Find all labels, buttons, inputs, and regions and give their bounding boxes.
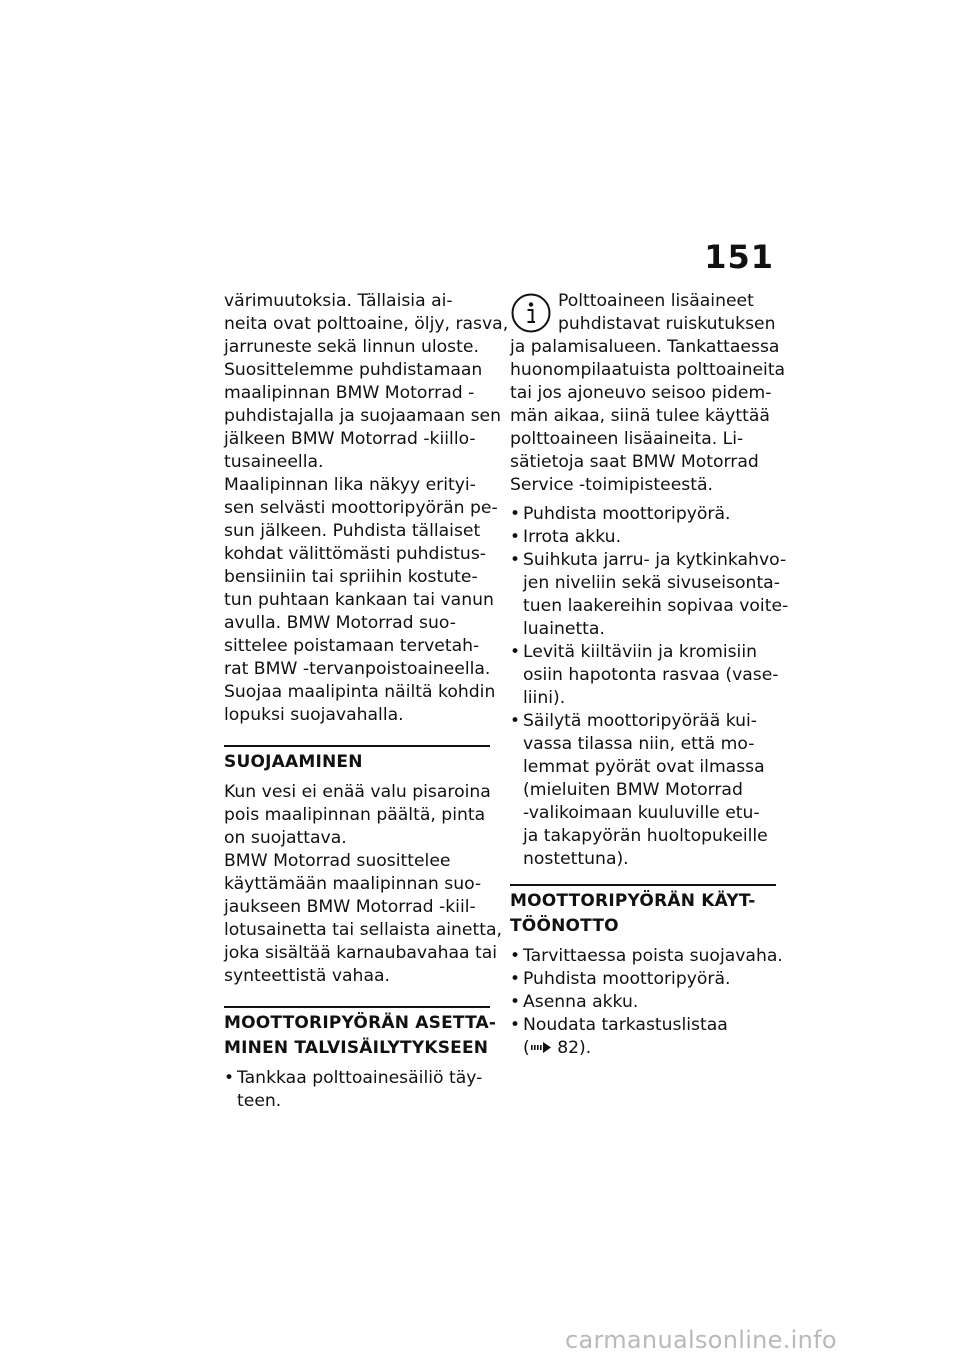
text-line: jarruneste sekä linnun uloste.	[224, 337, 479, 357]
text-line: huonompilaatuista polttoaineita	[510, 360, 786, 380]
info-note-first-lines	[558, 290, 776, 336]
list-item	[510, 710, 776, 871]
text-line: puhdistajalla ja suojaamaan sen	[224, 406, 502, 426]
list-item	[224, 1067, 490, 1113]
bullet-icon: •	[510, 527, 521, 547]
text-line: sittelee poistamaan tervetah-	[224, 636, 480, 656]
list-item-text: vassa tilassa niin, että mo-	[523, 734, 755, 754]
bullet-icon: •	[510, 642, 521, 662]
text-line: tusaineella.	[224, 452, 324, 472]
storage-list	[510, 503, 789, 871]
right-column	[510, 290, 789, 1060]
commissioning-section	[510, 884, 776, 939]
text-line: Service -toimipisteestä.	[510, 475, 713, 495]
text-line: ja palamisalueen. Tankattaessa	[510, 337, 780, 357]
text-line: lotusainetta tai sellaista ainetta,	[224, 920, 502, 940]
page-number: 151	[704, 238, 774, 276]
list-item-text: tuen laakereihin sopivaa voite-	[523, 596, 789, 616]
list-item-text: Tarvittaessa poista suojavaha.	[523, 946, 783, 966]
list-item	[510, 945, 783, 968]
text-line: puhdistavat ruiskutuksen	[558, 314, 776, 334]
bullet-icon: •	[510, 992, 521, 1012]
heading-line: MOOTTORIPYÖRÄN KÄYT-	[510, 891, 756, 911]
protection-section	[224, 745, 490, 775]
text-line: polttoaineen lisäaineita. Li-	[510, 429, 744, 449]
list-item-text: Tankkaa polttoainesäiliö täy-	[237, 1068, 483, 1088]
protection-heading: SUOJAAMINEN	[224, 752, 363, 772]
list-item-text: Levitä kiiltäviin ja kromisiin	[523, 642, 758, 662]
list-item-text: Puhdista moottoripyörä.	[523, 969, 731, 989]
reference-page: 82).	[557, 1038, 592, 1058]
text-line: jälkeen BMW Motorrad -kiillo-	[224, 429, 476, 449]
text-line: Polttoaineen lisäaineet	[558, 291, 754, 311]
info-icon	[510, 292, 552, 334]
commissioning-heading	[510, 889, 776, 939]
list-item-text: Puhdista moottoripyörä.	[523, 504, 731, 524]
list-item-text: (mieluiten BMW Motorrad	[523, 780, 743, 800]
text-line: Suojaa maalipinta näiltä kohdin	[224, 682, 496, 702]
heading-line: MINEN TALVISÄILYTYKSEEN	[224, 1038, 489, 1058]
winter-storage-heading	[224, 1011, 497, 1061]
text-line: bensiiniin tai spriihin kostute-	[224, 567, 478, 587]
text-line: lopuksi suojavahalla.	[224, 705, 404, 725]
bullet-icon: •	[510, 946, 521, 966]
checklist-reference[interactable]: ( 82).	[523, 1038, 592, 1058]
list-item	[510, 526, 776, 549]
text-line: maalipinnan BMW Motorrad -	[224, 383, 475, 403]
list-item-text: Suihkuta jarru- ja kytkinkahvo-	[523, 550, 787, 570]
text-line: män aikaa, siinä tulee käyttää	[510, 406, 770, 426]
text-line: kohdat välittömästi puhdistus-	[224, 544, 486, 564]
list-item-text: ja takapyörän huoltopukeille	[523, 826, 768, 846]
text-line: on suojattava.	[224, 828, 347, 848]
list-item-text: Asenna akku.	[523, 992, 639, 1012]
text-line: Suosittelemme puhdistamaan	[224, 360, 483, 380]
text-line: käyttämään maalipinnan suo-	[224, 874, 482, 894]
commissioning-list	[510, 945, 783, 1014]
text-line: neita ovat polttoaine, öljy, rasva,	[224, 314, 509, 334]
paint-care-text	[224, 290, 509, 727]
text-line: sätietoja saat BMW Motorrad	[510, 452, 759, 472]
bullet-icon: •	[510, 550, 521, 570]
list-item-text: luainetta.	[523, 619, 605, 639]
list-item	[510, 991, 776, 1014]
list-item: • Noudata tarkastuslistaa ( 82).	[510, 1014, 776, 1060]
text-line: jaukseen BMW Motorrad -kiil-	[224, 897, 476, 917]
list-item-text: lemmat pyörät ovat ilmassa	[523, 757, 765, 777]
checklist-item-text: Noudata tarkastuslistaa	[523, 1015, 728, 1035]
bullet-icon: •	[510, 711, 521, 731]
winter-storage-list	[224, 1067, 490, 1113]
text-line: BMW Motorrad suosittelee	[224, 851, 451, 871]
watermark: carmanualsonline.info	[565, 1326, 837, 1354]
list-item-text: osiin hapotonta rasvaa (vase-	[523, 665, 779, 685]
protection-text	[224, 781, 502, 988]
text-line: Maalipinnan lika näkyy erityi-	[224, 475, 476, 495]
text-line: värimuutoksia. Tällaisia ai-	[224, 291, 453, 311]
bullet-icon: •	[224, 1068, 235, 1088]
list-item-text: teen.	[237, 1091, 282, 1111]
list-item-text: jen niveliin sekä sivuseisonta-	[523, 573, 780, 593]
text-line: Kun vesi ei enää valu pisaroina	[224, 782, 491, 802]
heading-line: TÖÖNOTTO	[510, 916, 619, 936]
text-line: sen selvästi moottoripyörän pe-	[224, 498, 498, 518]
list-item	[510, 503, 776, 526]
text-line: rat BMW -tervanpoistoaineella.	[224, 659, 491, 679]
text-line: tai jos ajoneuvo seisoo pidem-	[510, 383, 772, 403]
info-note	[510, 290, 776, 336]
text-line: joka sisältää karnaubavahaa tai	[224, 943, 498, 963]
list-item-text: Säilytä moottoripyörää kui-	[523, 711, 757, 731]
left-column	[224, 290, 509, 1113]
bullet-icon: •	[510, 969, 521, 989]
winter-storage-section	[224, 1006, 497, 1061]
text-line: avulla. BMW Motorrad suo-	[224, 613, 456, 633]
bullet-icon: •	[510, 504, 521, 524]
list-item-text: liini).	[523, 688, 566, 708]
list-item	[510, 641, 779, 710]
list-item	[510, 968, 776, 991]
arrow-reference-icon	[530, 1041, 552, 1054]
text-line: tun puhtaan kankaan tai vanun	[224, 590, 494, 610]
list-item-text: Irrota akku.	[523, 527, 622, 547]
text-line: pois maalipinnan päältä, pinta	[224, 805, 486, 825]
list-item	[510, 549, 789, 641]
list-item-text: -valikoimaan kuuluville etu-	[523, 803, 760, 823]
heading-line: MOOTTORIPYÖRÄN ASETTA-	[224, 1013, 497, 1033]
info-note-text	[510, 336, 786, 497]
text-line: synteettistä vahaa.	[224, 966, 390, 986]
list-item-text: nostettuna).	[523, 849, 629, 869]
text-line: sun jälkeen. Puhdista tällaiset	[224, 521, 481, 541]
